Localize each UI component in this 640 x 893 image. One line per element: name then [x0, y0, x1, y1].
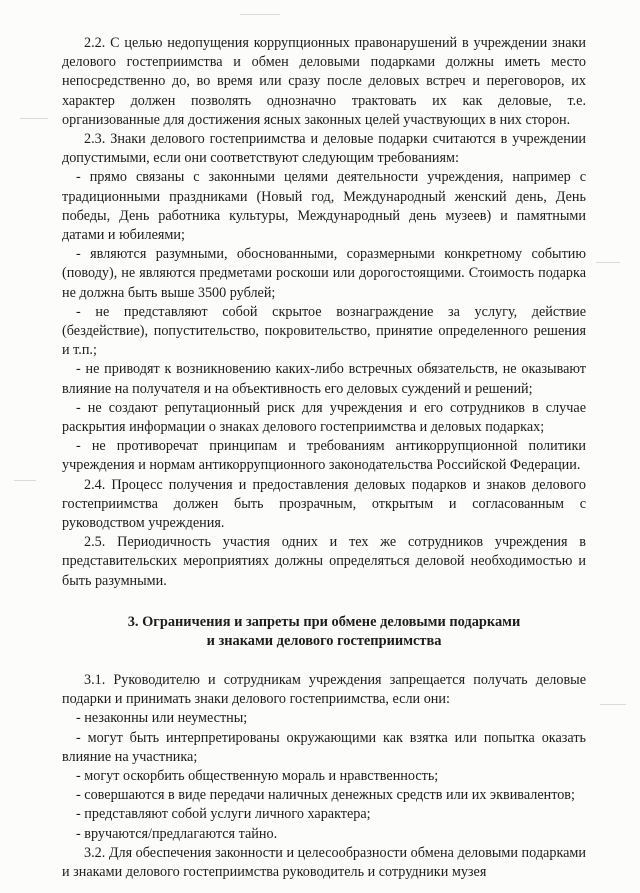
scan-noise	[240, 14, 280, 15]
document-page	[62, 34, 586, 882]
scan-noise	[14, 480, 36, 481]
list-item: - могут быть интерпретированы окружающими как взятка или попытка оказать влияние на участника;	[62, 729, 586, 765]
scan-noise	[600, 704, 626, 705]
list-item: - не приводят к возникновению каких-либо встречных обязательств, не оказывают влияние на получателя и на объективность его деловых суждений и решений;	[62, 361, 586, 397]
paragraph-2-4: 2.4. Процесс получения и предоставления деловых подарков и знаков делового гостеприимства должен быть прозрачным, открытым и согласованным с руководством учреждения.	[62, 476, 586, 532]
spacer	[62, 591, 586, 613]
list-item: - не представляют собой скрытое вознаграждение за услугу, действие (бездействие), попустительство, покровительство, принятие определенного решения и т.п.;	[62, 303, 586, 359]
paragraph-2-2: 2.2. С целью недопущения коррупционных правонарушений в учреждении знаки делового гостеприимства и обмен деловыми подарками должны иметь место непосредственно до, во время или сразу после деловых встреч и переговоров, их характер должен позволять однозначно трактовать их как деловые, т.е. организованные для достижения ясных законных целей участвующих в них сторон.	[62, 35, 586, 128]
scan-noise	[596, 262, 620, 263]
list-item: - могут оскорбить общественную мораль и нравственность;	[76, 767, 439, 784]
list-item: - не создают репутационный риск для учреждения и его сотрудников в случае раскрытия информации о знаках делового гостеприимства и деловых подарках;	[62, 399, 586, 436]
list-item: - прямо связаны с законными целями деятельности учреждения, например с традиционными праздниками (Новый год, Международный женский день, День победы, День работника культуры, Международный день музеев) и памятными датами и юбилеями;	[62, 169, 586, 244]
paragraph-3-2: 3.2. Для обеспечения законности и целесообразности обмена деловыми подарками и знаками делового гостеприимства руководитель и сотрудники музея	[62, 844, 586, 880]
paragraph-3-1: 3.1. Руководителю и сотрудникам учреждения запрещается получать деловые подарки и принимать знаки делового гостеприимства, если они:	[62, 671, 586, 708]
list-item: - совершаются в виде передачи наличных денежных средств или их эквивалентов;	[76, 787, 575, 804]
paragraph-2-5: 2.5. Периодичность участия одних и тех же сотрудников учреждения в представительских мероприятиях должны определяться деловой необходимостью и быть разумными.	[62, 534, 586, 589]
list-item: - являются разумными, обоснованными, соразмерными конкретному событию (поводу), не являются предметами роскоши или дорогостоящими. Стоимость подарка не должна быть выше 3500 рублей;	[62, 246, 586, 301]
paragraph-2-3: 2.3. Знаки делового гостеприимства и деловые подарки считаются в учреждении допустимыми, если они соответствуют следующим требованиям:	[62, 131, 586, 167]
scan-noise	[20, 118, 48, 119]
spacer	[62, 651, 586, 671]
list-item: - не противоречат принципам и требованиям антикоррупционной политики учреждения и нормам антикоррупционного законодательства Российской Федерации.	[62, 438, 586, 474]
list-item: - вручаются/предлагаются тайно.	[76, 825, 278, 842]
list-item: - представляют собой услуги личного характера;	[76, 806, 371, 823]
section-heading: 3. Ограничения и запреты при обмене деловыми подарками	[127, 613, 521, 630]
section-heading-line-2: и знаками делового гостеприимства	[206, 632, 442, 649]
list-item: - незаконны или неуместны;	[76, 710, 248, 727]
